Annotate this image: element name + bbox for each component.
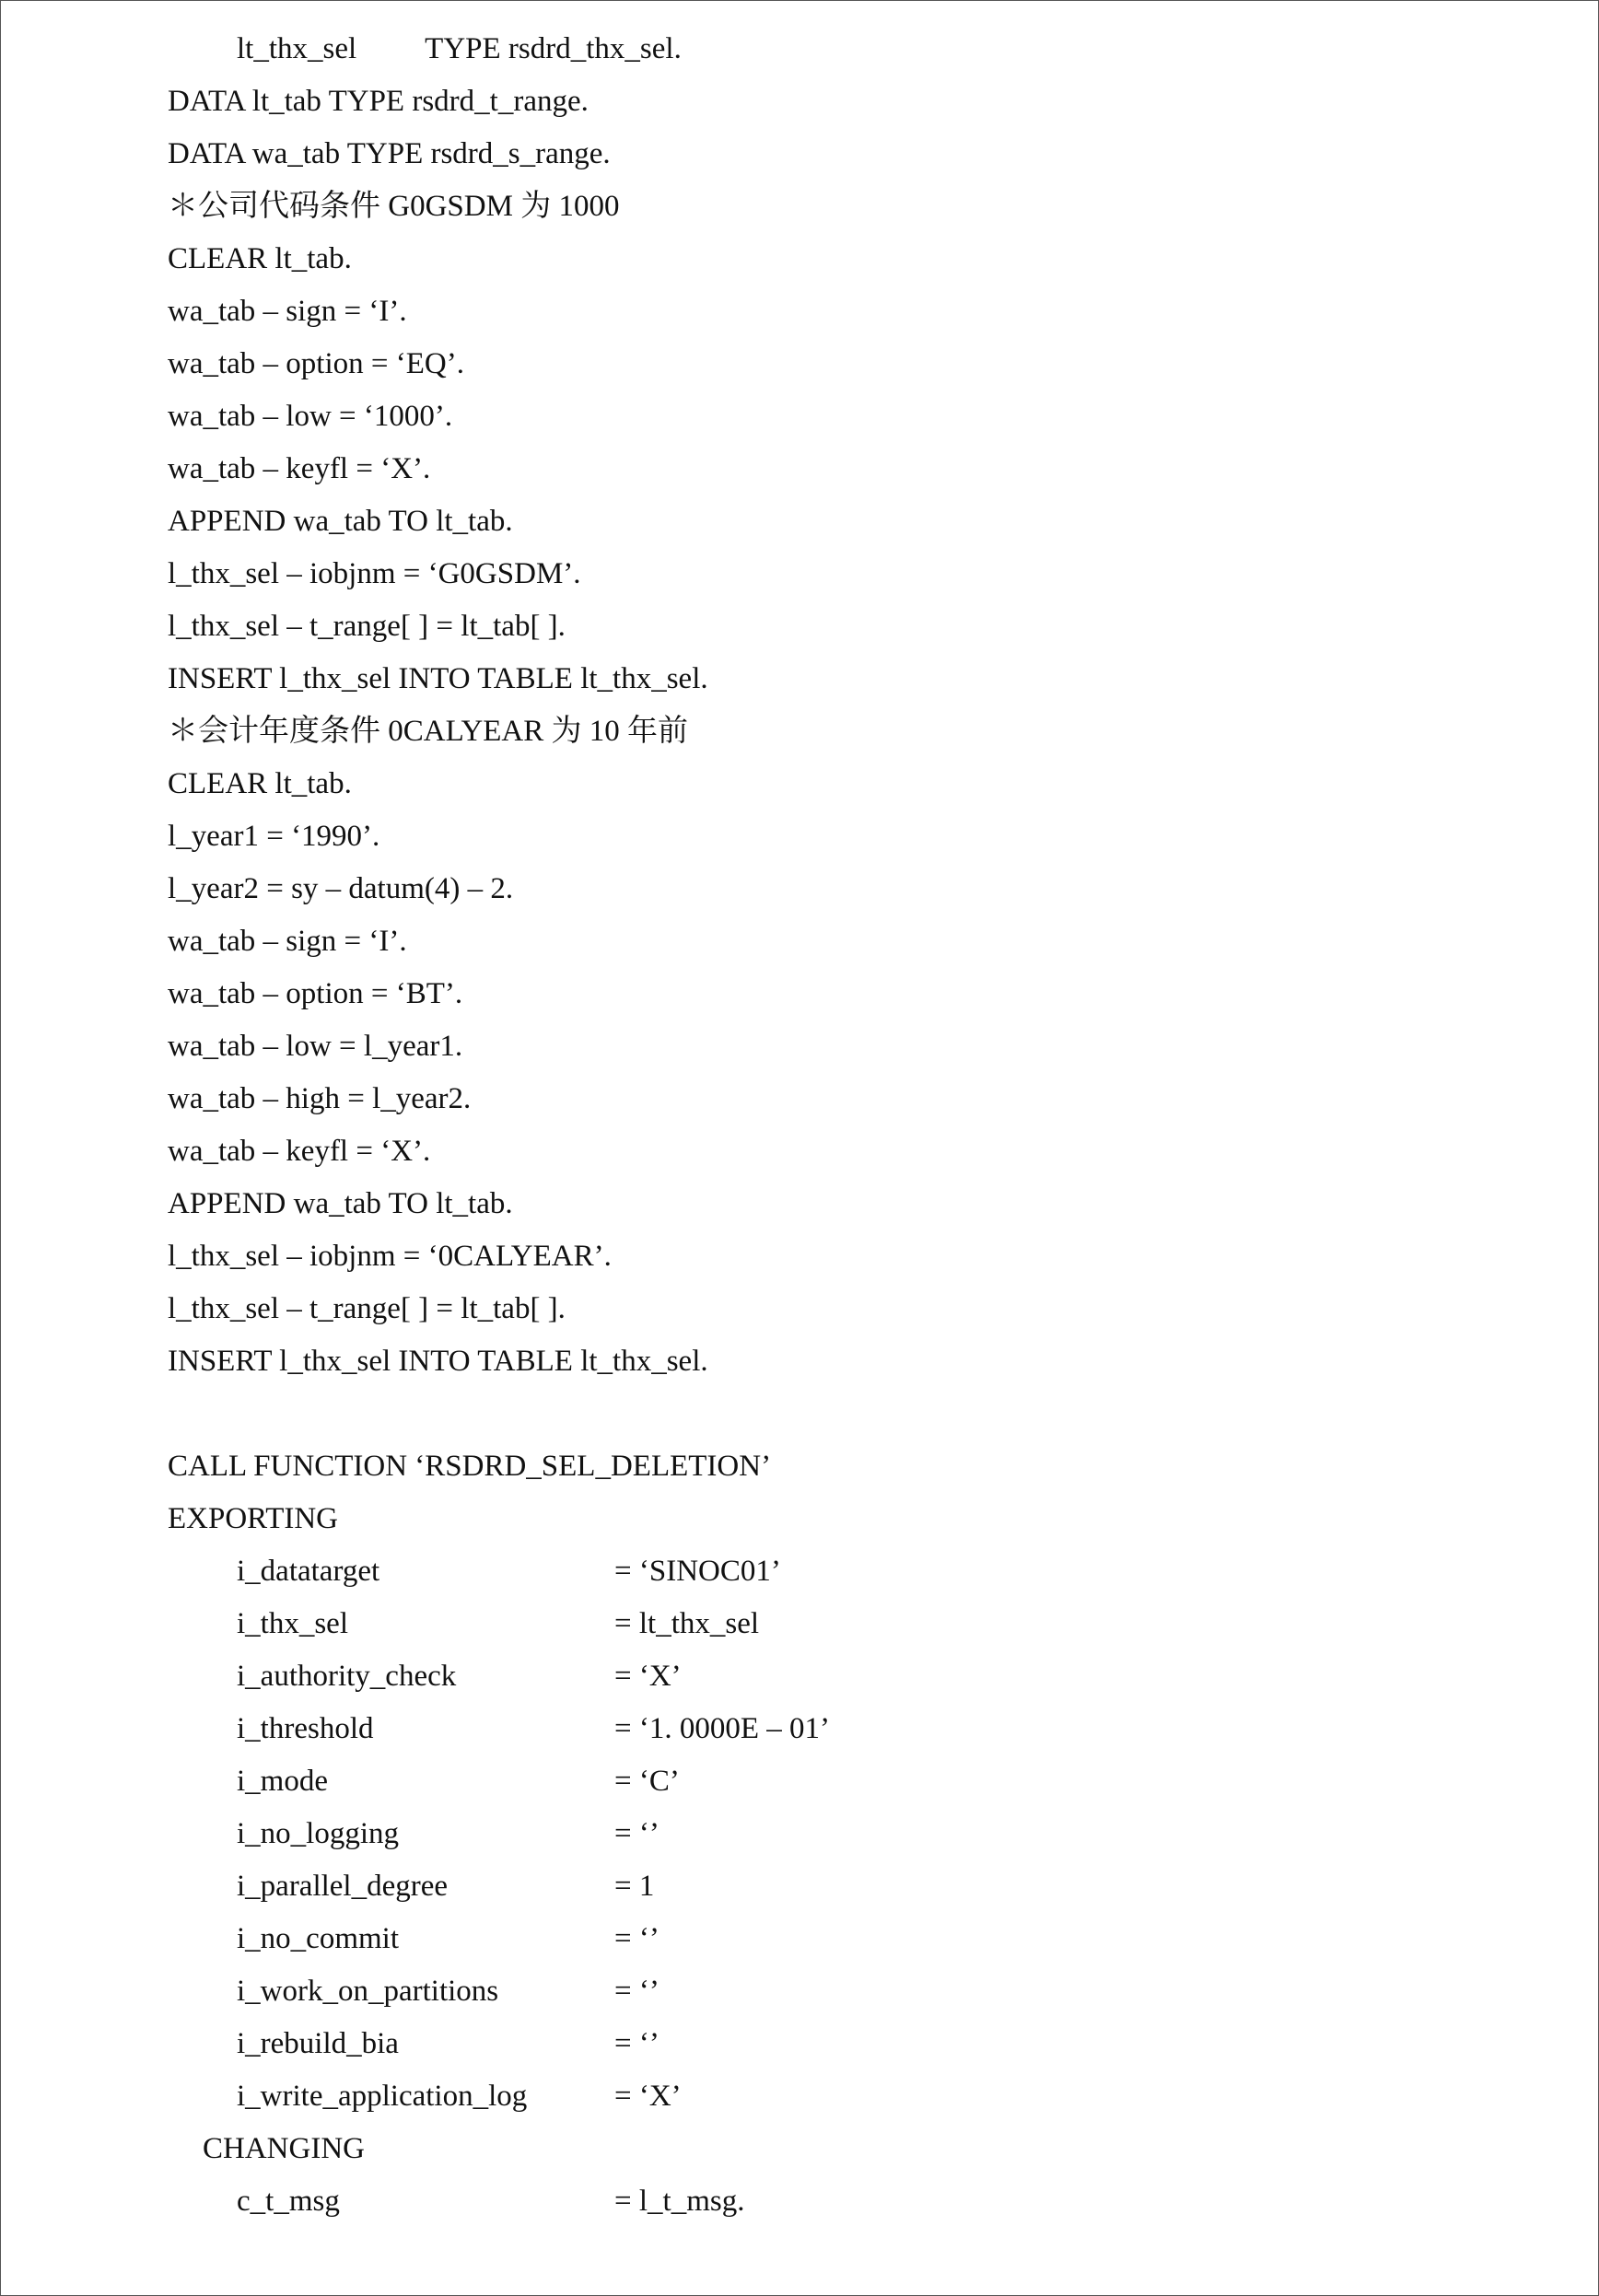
param-name: i_mode <box>237 1765 328 1798</box>
code-line: DATA wa_tab TYPE rsdrd_s_range. <box>168 137 611 170</box>
param-row <box>168 2070 1457 2123</box>
code-line: wa_tab – low = l_year1. <box>168 1030 463 1063</box>
param-value: = 1 <box>614 1870 655 1903</box>
param-name: i_threshold <box>237 1712 374 1745</box>
code-line: CHANGING <box>203 2132 365 2165</box>
param-value: = ‘’ <box>614 1975 659 2008</box>
param-value: = ‘X’ <box>614 1660 682 1693</box>
code-line: l_thx_sel – iobjnm = ‘0CALYEAR’. <box>168 1240 612 1273</box>
param-value: = ‘’ <box>614 1817 659 1850</box>
param-row <box>168 1860 1457 1913</box>
code-line: APPEND wa_tab TO lt_tab. <box>168 1187 513 1220</box>
code-listing <box>168 23 1457 2228</box>
param-row <box>168 1650 1457 1703</box>
param-name: i_authority_check <box>237 1660 457 1693</box>
code-line: DATA lt_tab TYPE rsdrd_t_range. <box>168 85 589 118</box>
param-value: = ‘’ <box>614 1922 659 1955</box>
code-line: l_thx_sel – t_range[ ] = lt_tab[ ]. <box>168 1292 566 1325</box>
code-line: APPEND wa_tab TO lt_tab. <box>168 505 513 538</box>
code-line: wa_tab – keyfl = ‘X’. <box>168 452 431 485</box>
code-line: wa_tab – low = ‘1000’. <box>168 400 453 433</box>
param-value: = lt_thx_sel <box>614 1607 760 1640</box>
param-row <box>168 1755 1457 1808</box>
code-comment: ＊公司代码条件 G0GSDM 为 1000 <box>168 190 620 223</box>
param-value: = l_t_msg. <box>614 2185 745 2218</box>
code-line: CLEAR lt_tab. <box>168 242 352 275</box>
code-token: lt_thx_sel <box>237 32 357 65</box>
code-comment: ＊会计年度条件 0CALYEAR 为 10 年前 <box>168 715 689 748</box>
code-line: CALL FUNCTION ‘RSDRD_SEL_DELETION’ <box>168 1450 772 1483</box>
code-line: wa_tab – option = ‘EQ’. <box>168 347 464 380</box>
code-line: wa_tab – sign = ‘I’. <box>168 295 407 328</box>
param-value: = ‘1. 0000E – 01’ <box>614 1712 830 1745</box>
param-name: i_work_on_partitions <box>237 1975 499 2008</box>
param-row <box>168 1808 1457 1860</box>
code-line: INSERT l_thx_sel INTO TABLE lt_thx_sel. <box>168 1345 708 1378</box>
code-line: EXPORTING <box>168 1502 339 1535</box>
code-line: l_thx_sel – iobjnm = ‘G0GSDM’. <box>168 557 581 590</box>
param-value: = ‘C’ <box>614 1765 680 1798</box>
param-name: i_datatarget <box>237 1555 380 1588</box>
code-line: wa_tab – keyfl = ‘X’. <box>168 1135 431 1168</box>
param-row <box>168 1913 1457 1965</box>
code-line: CLEAR lt_tab. <box>168 767 352 800</box>
param-name: i_thx_sel <box>237 1607 348 1640</box>
param-row <box>168 2018 1457 2070</box>
param-value: = ‘X’ <box>614 2080 682 2113</box>
code-line: l_thx_sel – t_range[ ] = lt_tab[ ]. <box>168 610 566 643</box>
code-line: wa_tab – sign = ‘I’. <box>168 925 407 958</box>
param-row <box>168 1965 1457 2018</box>
param-name: i_parallel_degree <box>237 1870 449 1903</box>
blank-line <box>168 1388 1457 1440</box>
param-name: c_t_msg <box>237 2185 340 2218</box>
code-line: wa_tab – option = ‘BT’. <box>168 977 463 1010</box>
param-row <box>168 1545 1457 1598</box>
code-line: l_year1 = ‘1990’. <box>168 820 380 853</box>
code-line: wa_tab – high = l_year2. <box>168 1082 472 1115</box>
param-name: i_rebuild_bia <box>237 2027 399 2060</box>
param-value: = ‘SINOC01’ <box>614 1555 781 1588</box>
code-line: INSERT l_thx_sel INTO TABLE lt_thx_sel. <box>168 662 708 695</box>
param-row <box>168 1598 1457 1650</box>
code-line: l_year2 = sy – datum(4) – 2. <box>168 872 514 905</box>
param-name: i_write_application_log <box>237 2080 528 2113</box>
param-row <box>168 1703 1457 1755</box>
code-token: TYPE rsdrd_thx_sel. <box>425 32 682 65</box>
param-name: i_no_logging <box>237 1817 400 1850</box>
param-name: i_no_commit <box>237 1922 399 1955</box>
param-row <box>168 2175 1457 2228</box>
param-value: = ‘’ <box>614 2027 659 2060</box>
code-line <box>168 23 1457 76</box>
